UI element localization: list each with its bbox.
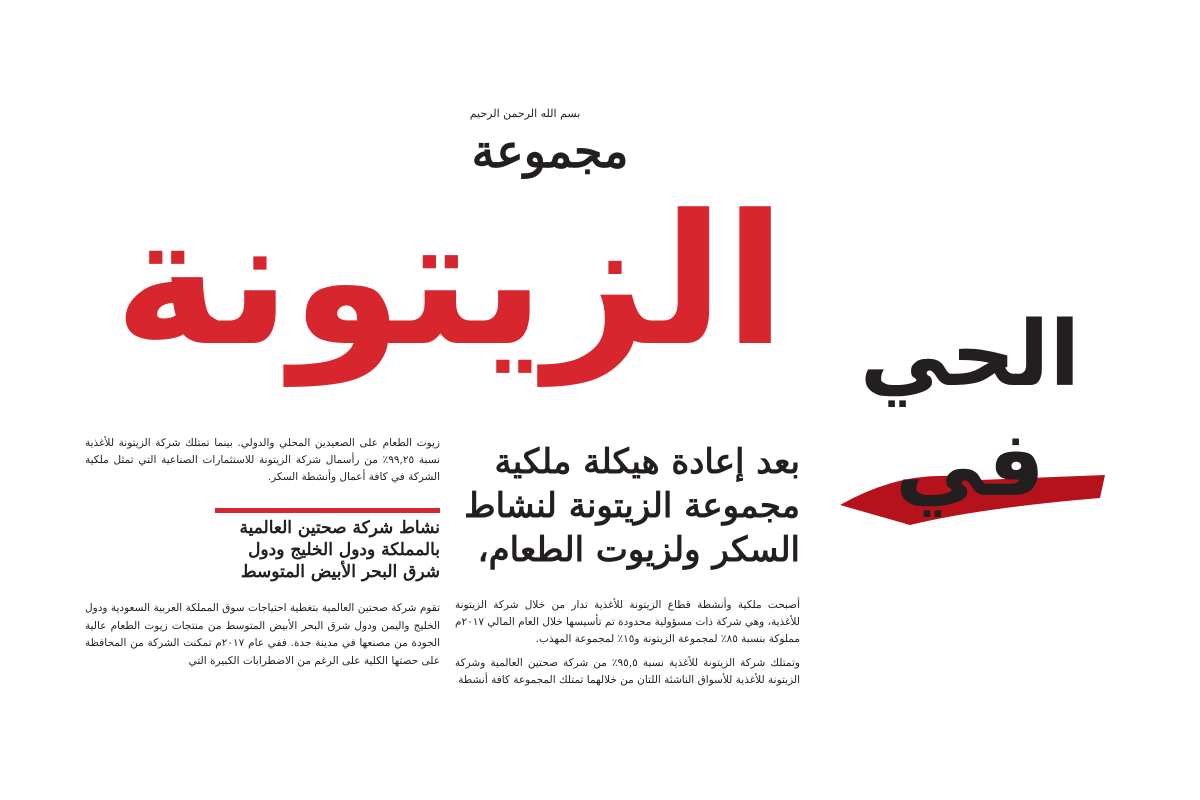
red-divider	[215, 508, 440, 513]
basmala: بسم الله الرحمن الرحيم	[469, 107, 581, 120]
side-subheading: نشاط شركة صحتين العالمية بالمملكة ودول الخليج ودول شرق البحر الأبيض المتوسط	[239, 518, 440, 583]
paragraph: أصبحت ملكية وأنشطة قطاع الزيتونة للأغذية تدار من خلال شركة الزيتونة للأغذية، وهي شركة ذات مسؤولية محدودة تم تأسيسها خلال العام المالي ٢٠١٧م مملوكة بنسبة ٨٥٪ لمجموعة الزيتونة و١٥٪ لمجموعة المهذب.	[455, 599, 800, 645]
paragraph: وتمتلك شركة الزيتونة للأغذية نسبة ٩٥,٥٪ من شركة صحتين العالمية وشركة الزيتونة للأغذية للأسواق الناشئة اللتان من خلالهما تمتلك المجموعة كافة أنشطة	[455, 657, 800, 687]
main-article-body	[455, 597, 800, 697]
side-intro-text: زيوت الطعام على الصعيدين المحلي والدولي. بينما تمتلك شركة الزيتونة للأغذية نسبة ٩٩,٢٥٪ من رأسمال شركة الزيتونة للاستثمارات الصناعية التي تمثل ملكية الشركة في كافة أعمال وأنشطة السكر.	[85, 437, 440, 483]
group-word: مجموعة	[471, 124, 629, 178]
side-article-body: تقوم شركة صحتين العالمية بتغطية احتياجات سوق المملكة العربية السعودية ودول الخليج واليمن ودول شرق البحر الأبيض المتوسط من منتجات زيوت الطعام عالية الجودة من مصنعها في مدينة جدة. ففي عام ٢٠١٧م تمكنت الشركة من المحافظة على حصتها الكلية على الرغم من الاضطرابات الكبيرة التي	[85, 602, 440, 667]
calligraphy-art: الحي في	[859, 302, 1081, 517]
brand-title: الزيتونة	[114, 177, 786, 386]
main-headline: بعد إعادة هيكلة ملكية مجموعة الزيتونة لنشاط السكر ولزيوت الطعام،	[464, 442, 800, 571]
